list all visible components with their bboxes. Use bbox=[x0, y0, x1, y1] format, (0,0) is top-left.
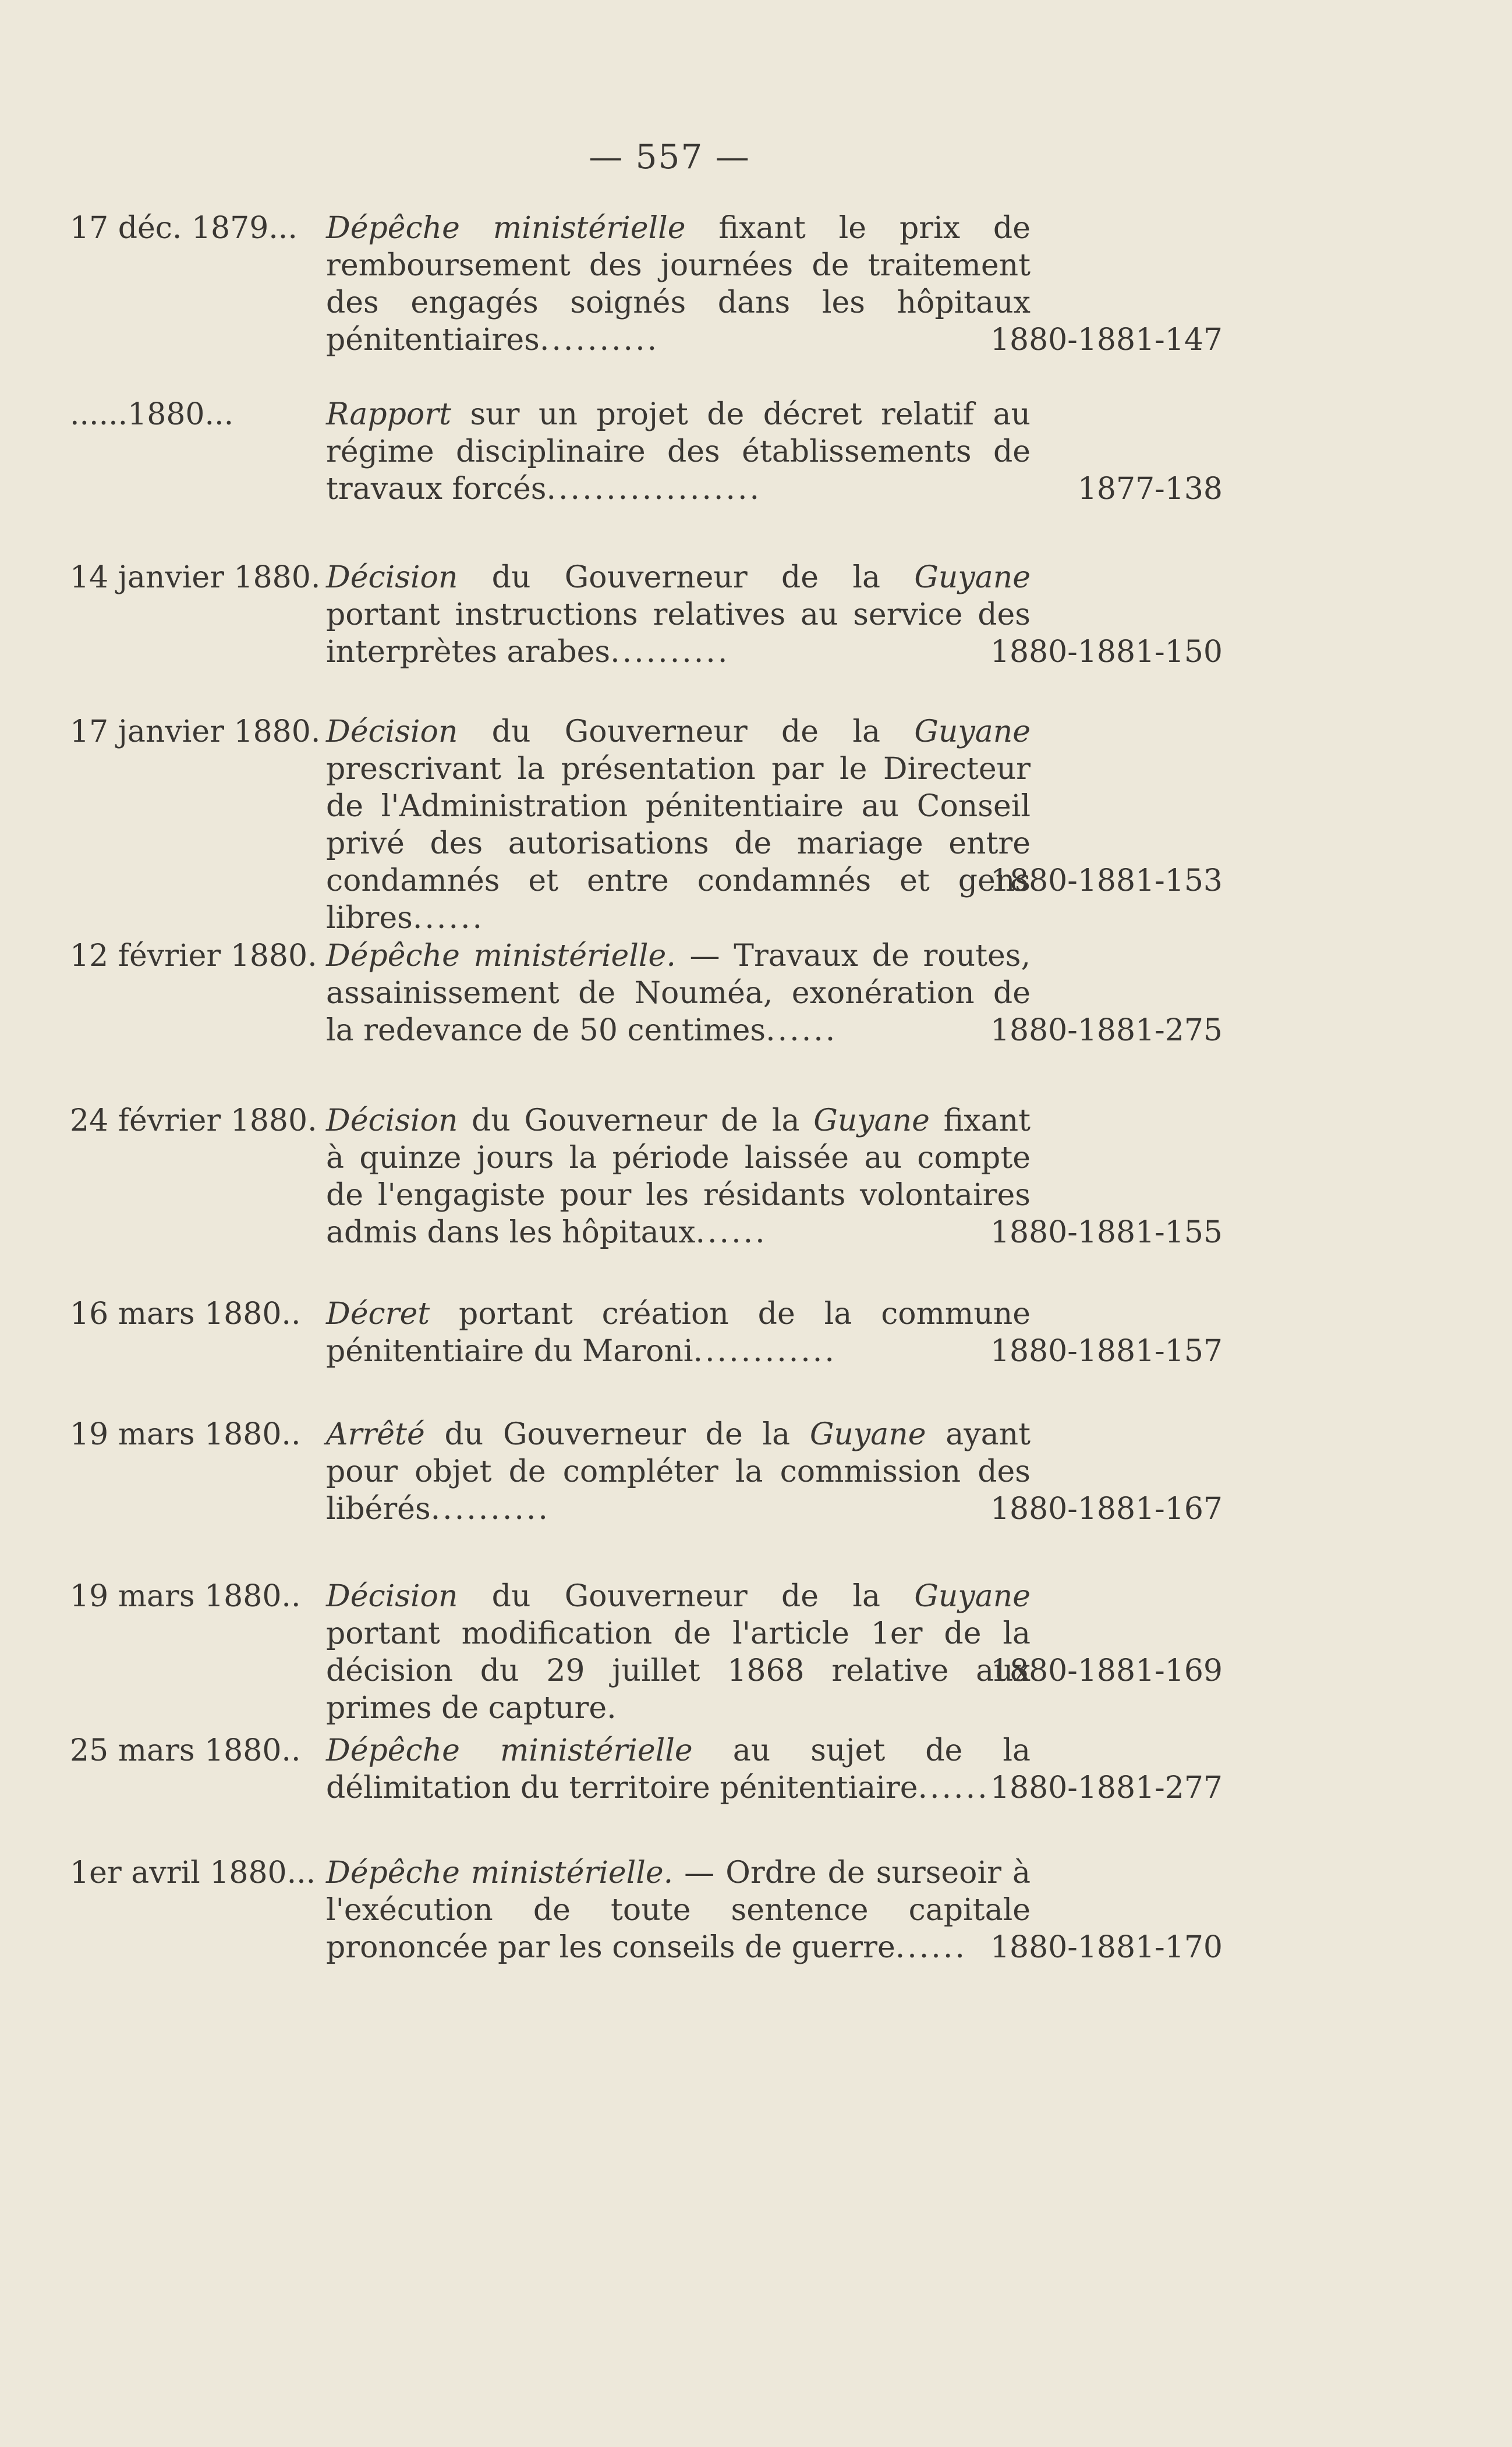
dot-leader: ...... bbox=[766, 1013, 838, 1048]
entry-description bbox=[326, 1578, 1031, 1727]
entry-doc-type: Décision bbox=[326, 1103, 458, 1138]
entry-doc-type: Décret bbox=[326, 1297, 430, 1331]
entry-doc-type: Dépêche ministérielle. bbox=[326, 939, 676, 973]
entry-reference: 1877-138 bbox=[1077, 472, 1223, 507]
entry-doc-type: Rapport bbox=[326, 397, 451, 432]
entry-description bbox=[326, 937, 1031, 1049]
entry-date: 25 mars 1880.. bbox=[70, 1733, 301, 1768]
list-item bbox=[70, 1416, 1223, 1528]
entry-colony: Guyane bbox=[914, 560, 1031, 595]
entry-description bbox=[326, 1295, 1031, 1370]
dot-leader: ...... bbox=[412, 901, 485, 936]
entry-description bbox=[326, 1854, 1031, 1966]
dot-leader: ...... bbox=[695, 1215, 767, 1250]
entry-doc-type: Arrêté bbox=[326, 1417, 425, 1452]
entry-date: 16 mars 1880.. bbox=[70, 1297, 301, 1331]
entry-colony: Guyane bbox=[914, 714, 1031, 749]
entry-reference: 1880-1881-147 bbox=[990, 323, 1223, 357]
entry-text: — Ordre de surseoir à l'exécution de toute sentence capitale prononcée par les conseils de guerre bbox=[326, 1855, 1031, 1965]
list-item bbox=[70, 937, 1223, 1049]
entry-doc-type: Décision bbox=[326, 714, 458, 749]
entry-colony: Guyane bbox=[914, 1579, 1031, 1614]
list-item bbox=[70, 1732, 1223, 1807]
entry-reference: 1880-1881-167 bbox=[990, 1492, 1223, 1527]
entry-description bbox=[326, 559, 1031, 671]
entry-doc-type: Décision bbox=[326, 1579, 458, 1614]
entry-text: prescrivant la présentation par le Directeur de l'Administration pénitentiaire au Conseil privé des autorisations de mariage entre condamnés et entre condamnés et gens libres bbox=[326, 752, 1031, 936]
entry-text-before: du Gouverneur de la bbox=[458, 1103, 814, 1138]
entry-doc-type: Dépêche ministérielle bbox=[326, 1733, 693, 1768]
entry-text-before: du Gouverneur de la bbox=[458, 714, 915, 749]
list-item bbox=[70, 1578, 1223, 1726]
entry-text: sur un projet de décret relatif au régime disciplinaire des établissements de travaux forcés bbox=[326, 397, 1031, 507]
list-item bbox=[70, 1102, 1223, 1251]
entry-text: fixant à quinze jours la période laissée au compte de l'engagiste pour les résidants volontaires admis dans les hôpitaux bbox=[326, 1103, 1031, 1250]
entry-text: — Travaux de routes, assainissement de Nouméa, exonération de la redevance de 50 centimes bbox=[326, 939, 1031, 1048]
entry-text: fixant le prix de remboursement des journées de traitement des engagés soignés dans les hôpitaux pénitentiaires bbox=[326, 211, 1031, 357]
entry-date: 1er avril 1880... bbox=[70, 1855, 316, 1890]
list-item bbox=[70, 1295, 1223, 1370]
entry-reference: 1880-1881-170 bbox=[990, 1930, 1223, 1965]
entry-text: ayant pour objet de compléter la commission des libérés bbox=[326, 1417, 1031, 1527]
entry-reference: 1880-1881-275 bbox=[990, 1013, 1223, 1048]
entry-date: 19 mars 1880.. bbox=[70, 1579, 301, 1614]
entry-reference: 1880-1881-277 bbox=[990, 1770, 1223, 1805]
entry-doc-type: Dépêche ministérielle. bbox=[326, 1855, 674, 1890]
entry-reference: 1880-1881-157 bbox=[990, 1334, 1223, 1369]
entry-reference: 1880-1881-150 bbox=[990, 635, 1223, 670]
dot-leader: .................. bbox=[546, 472, 762, 507]
entry-reference: 1880-1881-169 bbox=[990, 1653, 1223, 1688]
entry-reference: 1880-1881-153 bbox=[990, 863, 1223, 898]
entry-description bbox=[326, 1102, 1031, 1251]
entry-description bbox=[326, 713, 1031, 937]
entry-text: portant instructions relatives au service des interprètes arabes bbox=[326, 597, 1031, 670]
entry-description bbox=[326, 1732, 1031, 1807]
entry-date: 19 mars 1880.. bbox=[70, 1417, 301, 1452]
dot-leader: .......... bbox=[539, 323, 660, 357]
dot-leader: .......... bbox=[610, 635, 730, 670]
dot-leader: ...... bbox=[895, 1930, 967, 1965]
entry-text-before: du Gouverneur de la bbox=[458, 1579, 915, 1614]
entry-date: 17 déc. 1879... bbox=[70, 211, 298, 246]
entry-date: 24 février 1880. bbox=[70, 1103, 317, 1138]
entry-date: 17 janvier 1880. bbox=[70, 714, 321, 749]
entry-description bbox=[326, 210, 1031, 359]
entry-text: au sujet de la délimitation du territoire pénitentiaire bbox=[326, 1733, 1031, 1805]
dot-leader: ...... bbox=[918, 1770, 990, 1805]
dot-leader: .......... bbox=[430, 1492, 550, 1527]
entry-text-before: du Gouverneur de la bbox=[424, 1417, 810, 1452]
entry-text-before: du Gouverneur de la bbox=[458, 560, 915, 595]
list-item bbox=[70, 1854, 1223, 1966]
list-item bbox=[70, 396, 1223, 508]
entry-colony: Guyane bbox=[809, 1417, 926, 1452]
entry-date: 12 février 1880. bbox=[70, 939, 317, 973]
list-item bbox=[70, 210, 1223, 359]
page-number: — 557 — bbox=[589, 137, 750, 176]
entry-doc-type: Dépêche ministérielle bbox=[326, 211, 686, 246]
entry-description bbox=[326, 396, 1031, 508]
entry-reference: 1880-1881-155 bbox=[990, 1215, 1223, 1250]
list-item bbox=[70, 713, 1223, 936]
entry-description bbox=[326, 1416, 1031, 1528]
entry-text: portant modification de l'article 1er de la décision du 29 juillet 1868 relative aux primes de capture. bbox=[326, 1616, 1031, 1726]
entry-date: ......1880... bbox=[70, 397, 234, 432]
entry-doc-type: Décision bbox=[326, 560, 458, 595]
entry-date: 14 janvier 1880. bbox=[70, 560, 321, 595]
entry-colony: Guyane bbox=[813, 1103, 930, 1138]
list-item bbox=[70, 559, 1223, 671]
dot-leader: ............ bbox=[693, 1334, 837, 1369]
entry-text: portant création de la commune pénitentiaire du Maroni bbox=[326, 1297, 1031, 1369]
